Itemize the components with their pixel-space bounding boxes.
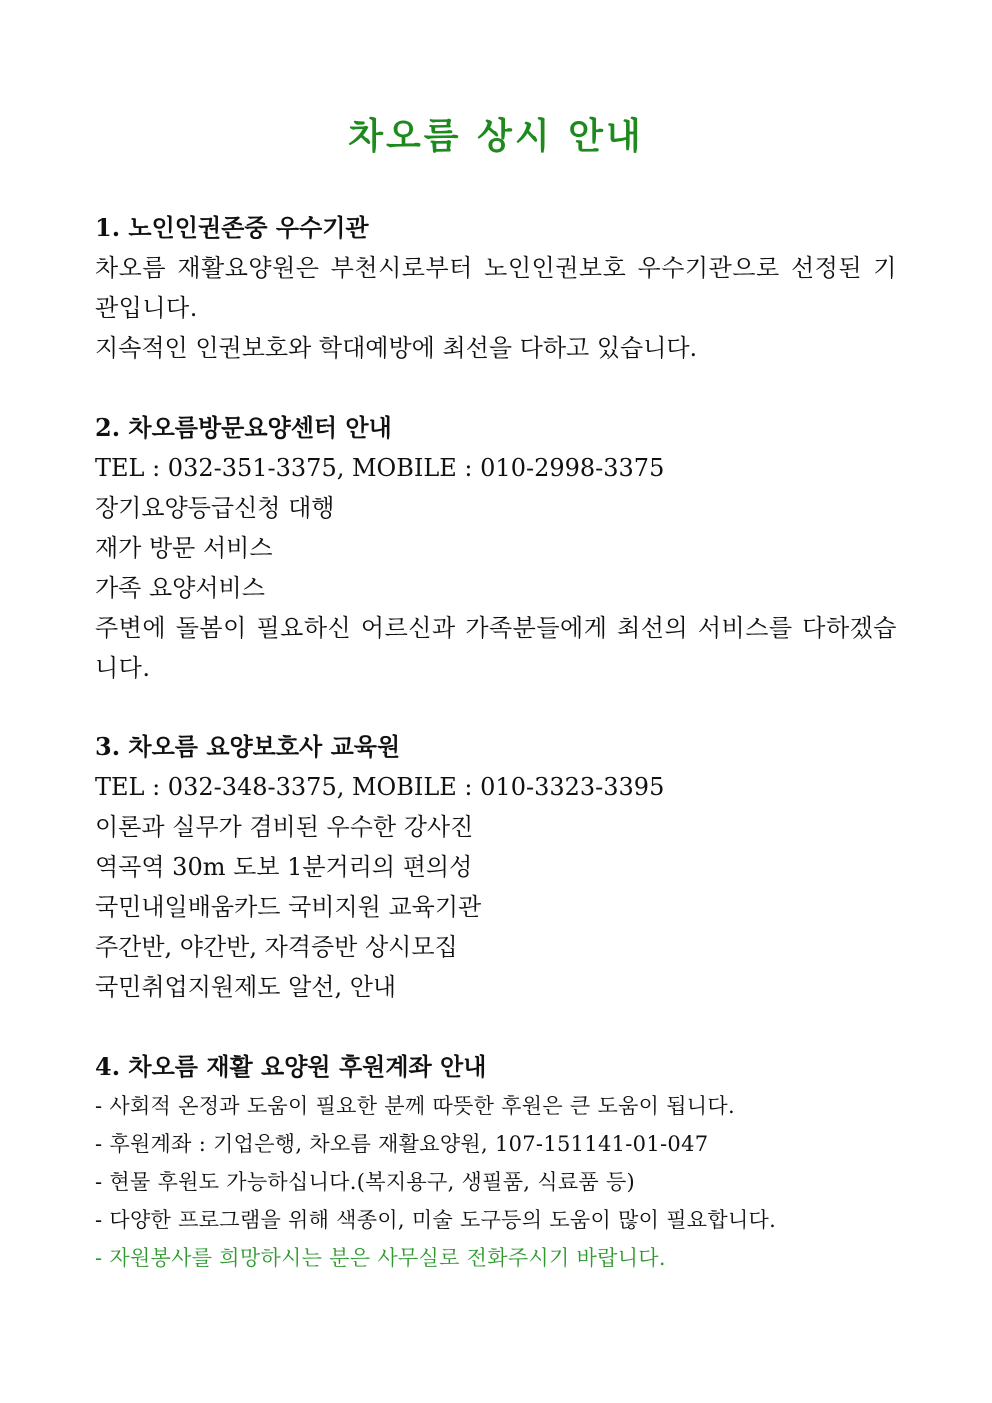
service-line: 가족 요양서비스 xyxy=(95,574,265,602)
section-education-center xyxy=(95,727,897,1007)
paragraph: 차오름 재활요양원은 부천시로부터 노인인권보호 우수기관으로 선정된 기관입니다. xyxy=(95,254,897,322)
donation-line: - 현물 후원도 가능하십니다.(복지용구, 생필품, 식료품 등) xyxy=(95,1170,636,1194)
section-heading: 1. 노인인권존중 우수기관 xyxy=(95,213,369,242)
donation-line: - 후원계좌 : 기업은행, 차오름 재활요양원, 107-151141-01-047 xyxy=(95,1132,709,1156)
paragraph: 지속적인 인권보호와 학대예방에 최선을 다하고 있습니다. xyxy=(95,334,698,362)
volunteer-line: - 자원봉사를 희망하시는 분은 사무실로 전화주시기 바랍니다. xyxy=(95,1246,666,1270)
info-line: 국민내일배움카드 국비지원 교육기관 xyxy=(95,893,482,921)
page-title: 차오름 상시 안내 xyxy=(348,115,644,157)
section-human-rights xyxy=(95,208,897,368)
paragraph: 주변에 돌봄이 필요하신 어르신과 가족분들에게 최선의 서비스를 다하겠습니다. xyxy=(95,614,897,682)
section-heading: 3. 차오름 요양보호사 교육원 xyxy=(95,732,401,761)
section-heading: 4. 차오름 재활 요양원 후원계좌 안내 xyxy=(95,1052,487,1081)
section-heading: 2. 차오름방문요양센터 안내 xyxy=(95,413,392,442)
service-line: 재가 방문 서비스 xyxy=(95,534,273,562)
info-line: 국민취업지원제도 알선, 안내 xyxy=(95,973,397,1001)
section-home-care-center xyxy=(95,408,897,688)
donation-line: - 다양한 프로그램을 위해 색종이, 미술 도구등의 도움이 많이 필요합니다. xyxy=(95,1208,777,1232)
service-line: 장기요양등급신청 대행 xyxy=(95,494,335,522)
donation-line: - 사회적 온정과 도움이 필요한 분께 따뜻한 후원은 큰 도움이 됩니다. xyxy=(95,1094,735,1118)
section-donation-account xyxy=(95,1047,897,1277)
info-line: 이론과 실무가 겸비된 우수한 강사진 xyxy=(95,813,474,841)
info-line: 역곡역 30m 도보 1분거리의 편의성 xyxy=(95,853,473,881)
contact-line: TEL : 032-348-3375, MOBILE : 010-3323-3395 xyxy=(95,773,665,801)
info-line: 주간반, 야간반, 자격증반 상시모집 xyxy=(95,933,458,961)
contact-line: TEL : 032-351-3375, MOBILE : 010-2998-3375 xyxy=(95,454,665,482)
